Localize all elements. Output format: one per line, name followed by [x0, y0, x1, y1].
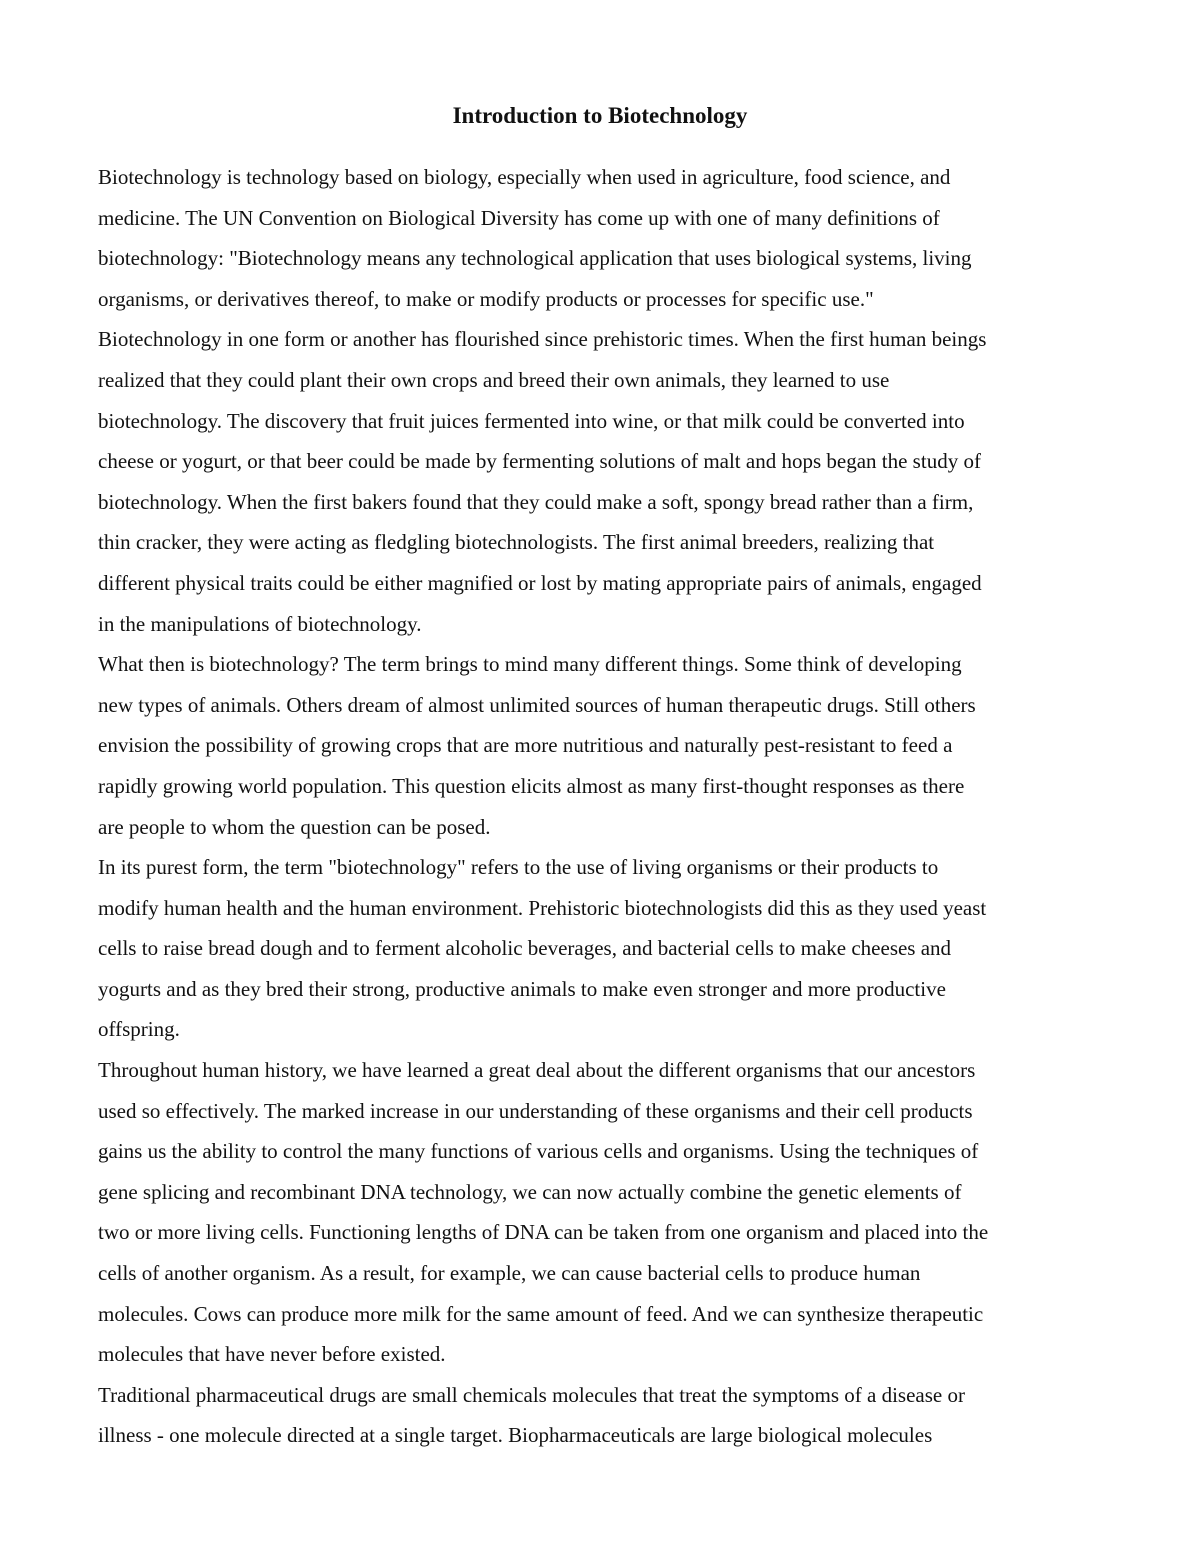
text-line: molecules. Cows can produce more milk for the same amount of feed. And we can synthesize therapeutic [98, 1301, 984, 1326]
text-line: biotechnology: "Biotechnology means any technological application that uses biological systems, living [98, 246, 972, 271]
body-text [98, 157, 1108, 1456]
text-line: gains us the ability to control the many functions of various cells and organisms. Using the techniques of [98, 1139, 979, 1164]
text-line: in the manipulations of biotechnology. [98, 611, 422, 636]
text-line: different physical traits could be either magnified or lost by mating appropriate pairs of animals, engaged [98, 570, 982, 595]
text-line: used so effectively. The marked increase in our understanding of these organisms and their cell products [98, 1098, 973, 1123]
text-line: biotechnology. When the first bakers found that they could make a soft, spongy bread rather than a firm, [98, 489, 974, 514]
text-line: modify human health and the human environment. Prehistoric biotechnologists did this as they used yeast [98, 895, 987, 920]
text-line: thin cracker, they were acting as fledgling biotechnologists. The first animal breeders, realizing that [98, 530, 935, 555]
text-line: molecules that have never before existed. [98, 1342, 446, 1367]
text-line: two or more living cells. Functioning lengths of DNA can be taken from one organism and placed into the [98, 1220, 989, 1245]
text-line: gene splicing and recombinant DNA technology, we can now actually combine the genetic elements of [98, 1179, 962, 1204]
text-line: Biotechnology is technology based on biology, especially when used in agriculture, food science, and [98, 165, 951, 189]
text-line: cheese or yogurt, or that beer could be made by fermenting solutions of malt and hops began the study of [98, 449, 981, 474]
text-line: new types of animals. Others dream of almost unlimited sources of human therapeutic drugs. Still others [98, 692, 976, 717]
text-line: medicine. The UN Convention on Biological Diversity has come up with one of many definitions of [98, 205, 940, 230]
text-line: cells of another organism. As a result, for example, we can cause bacterial cells to produce human [98, 1261, 921, 1286]
text-line: biotechnology. The discovery that fruit juices fermented into wine, or that milk could be converted into [98, 408, 965, 433]
page-title: Introduction to Biotechnology [452, 103, 748, 128]
text-line: offspring. [98, 1017, 180, 1042]
text-line: organisms, or derivatives thereof, to make or modify products or processes for specific use." [98, 286, 874, 311]
text-line: In its purest form, the term "biotechnology" refers to the use of living organisms or their products to [98, 855, 939, 880]
text-line: realized that they could plant their own crops and breed their own animals, they learned to use [98, 367, 890, 392]
text-line: envision the possibility of growing crops that are more nutritious and naturally pest-resistant to feed a [98, 733, 953, 758]
text-line: cells to raise bread dough and to ferment alcoholic beverages, and bacterial cells to make cheeses and [98, 936, 952, 961]
text-line: Biotechnology in one form or another has flourished since prehistoric times. When the first human beings [98, 327, 987, 352]
text-line: Traditional pharmaceutical drugs are small chemicals molecules that treat the symptoms of a disease or [98, 1382, 965, 1407]
text-line: are people to whom the question can be posed. [98, 814, 491, 839]
text-line: illness - one molecule directed at a single target. Biopharmaceuticals are large biological molecules [98, 1423, 933, 1448]
text-line: What then is biotechnology? The term brings to mind many different things. Some think of developing [98, 652, 962, 677]
text-line: Throughout human history, we have learned a great deal about the different organisms that our ancestors [98, 1058, 976, 1083]
text-line: rapidly growing world population. This question elicits almost as many first-thought responses as there [98, 773, 965, 798]
text-line: yogurts and as they bred their strong, productive animals to make even stronger and more productive [98, 976, 946, 1001]
